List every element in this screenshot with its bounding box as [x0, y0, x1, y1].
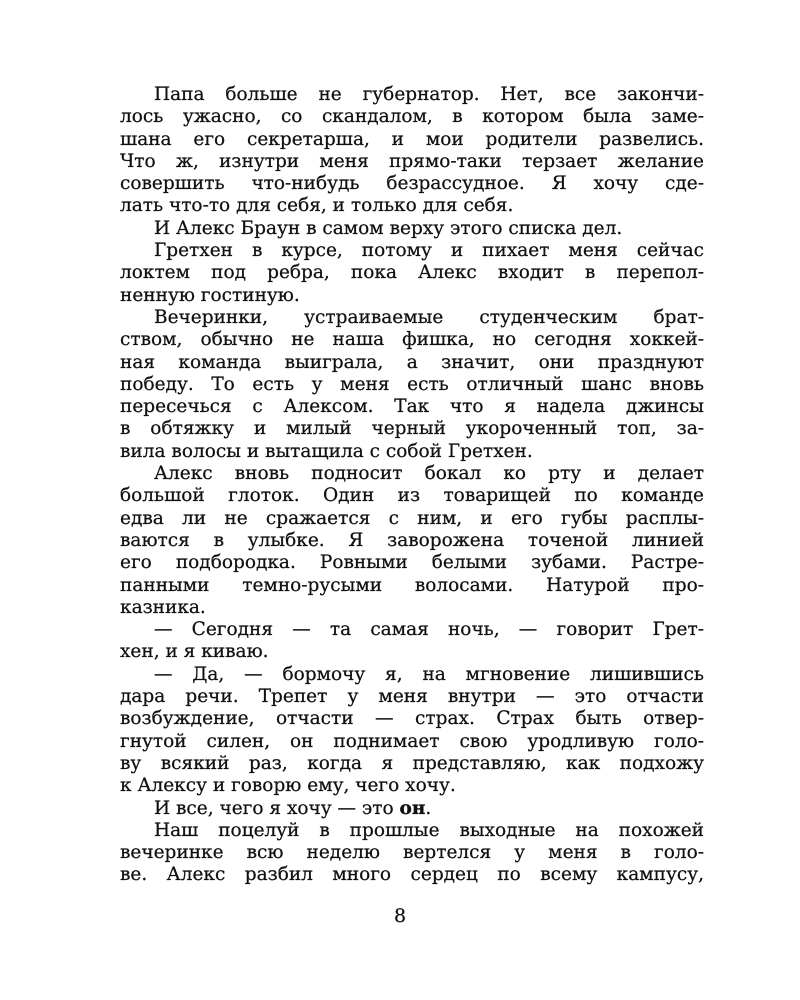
- text-line: возбуждение, отчасти — страх. Страх быть отвер-: [120, 708, 704, 730]
- text-line: Вечеринки, устраиваемые студенческим брат-: [154, 306, 704, 328]
- body-text: [120, 84, 704, 887]
- text-line: панными темно-русыми волосами. Натурой про-: [120, 574, 704, 596]
- text-line: локтем под ребра, пока Алекс входит в перепол-: [120, 262, 704, 284]
- text-line: едва ли не сражается с ним, и его губы расплы-: [120, 507, 704, 529]
- text-line: Алекс вновь подносит бокал ко рту и делает: [154, 463, 704, 485]
- text-line-start: И все, чего я хочу — это: [154, 797, 394, 819]
- text-line: [120, 798, 704, 820]
- text-line: гнутой силен, он поднимает свою уродливую голо-: [120, 730, 704, 752]
- text-line: хен, и я киваю.: [120, 641, 269, 663]
- text-line: Наш поцелуй в прошлые выходные на похожей: [154, 819, 704, 841]
- text-line: — Да, — бормочу я, на мгновение лишившись: [154, 663, 704, 685]
- text-line: ством, обычно не наша фишка, но сегодня хоккей-: [120, 329, 704, 351]
- page-number: 8: [393, 905, 407, 927]
- text-line: лось ужасно, со скандалом, в котором была заме-: [120, 106, 704, 128]
- text-line: Папа больше не губернатор. Нет, все закончи-: [154, 84, 704, 105]
- text-line: победу. То есть у меня есть отличный шанс вновь: [120, 373, 704, 395]
- text-line: вечеринке всю неделю вертелся у меня в голо-: [120, 842, 704, 864]
- text-line: ная команда выиграла, а значит, они празднуют: [120, 351, 704, 373]
- text-line-end: .: [425, 797, 432, 819]
- text-line: ненную гостиную.: [120, 284, 300, 306]
- text-line: И Алекс Браун в самом верху этого списка дел.: [154, 217, 623, 239]
- text-line: дара речи. Трепет у меня внутри — это отчасти: [120, 686, 704, 708]
- text-line: ваются в улыбке. Я заворожена точеной линией: [120, 529, 704, 551]
- text-line: — Сегодня — та самая ночь, — говорит Грет-: [154, 619, 704, 641]
- emphasized-word: он: [399, 797, 426, 819]
- text-line: вила волосы и вытащила с собой Гретхен.: [120, 440, 533, 462]
- text-line: его подбородка. Ровными белыми зубами. Растре-: [120, 552, 704, 574]
- text-line: лать что-то для себя, и только для себя.: [120, 195, 514, 217]
- text-line: Гретхен в курсе, потому и пихает меня сейчас: [154, 240, 704, 262]
- text-line: в обтяжку и милый черный укороченный топ, за-: [120, 418, 704, 440]
- text-line: к Алексу и говорю ему, чего хочу.: [120, 775, 456, 797]
- text-line: Что ж, изнутри меня прямо-таки терзает желание: [120, 150, 704, 172]
- text-line: шана его секретарша, и мои родители развелись.: [120, 128, 704, 150]
- text-line: казника.: [120, 596, 206, 618]
- text-line: ве. Алекс разбил много сердец по всему кампусу,: [120, 864, 704, 886]
- text-line: совершить что-нибудь безрассудное. Я хочу сде-: [120, 173, 704, 195]
- text-line: большой глоток. Один из товарищей по команде: [120, 485, 704, 507]
- text-line: пересечься с Алексом. Так что я надела джинсы: [120, 396, 704, 418]
- text-line: ву всякий раз, когда я представляю, как подхожу: [120, 752, 704, 774]
